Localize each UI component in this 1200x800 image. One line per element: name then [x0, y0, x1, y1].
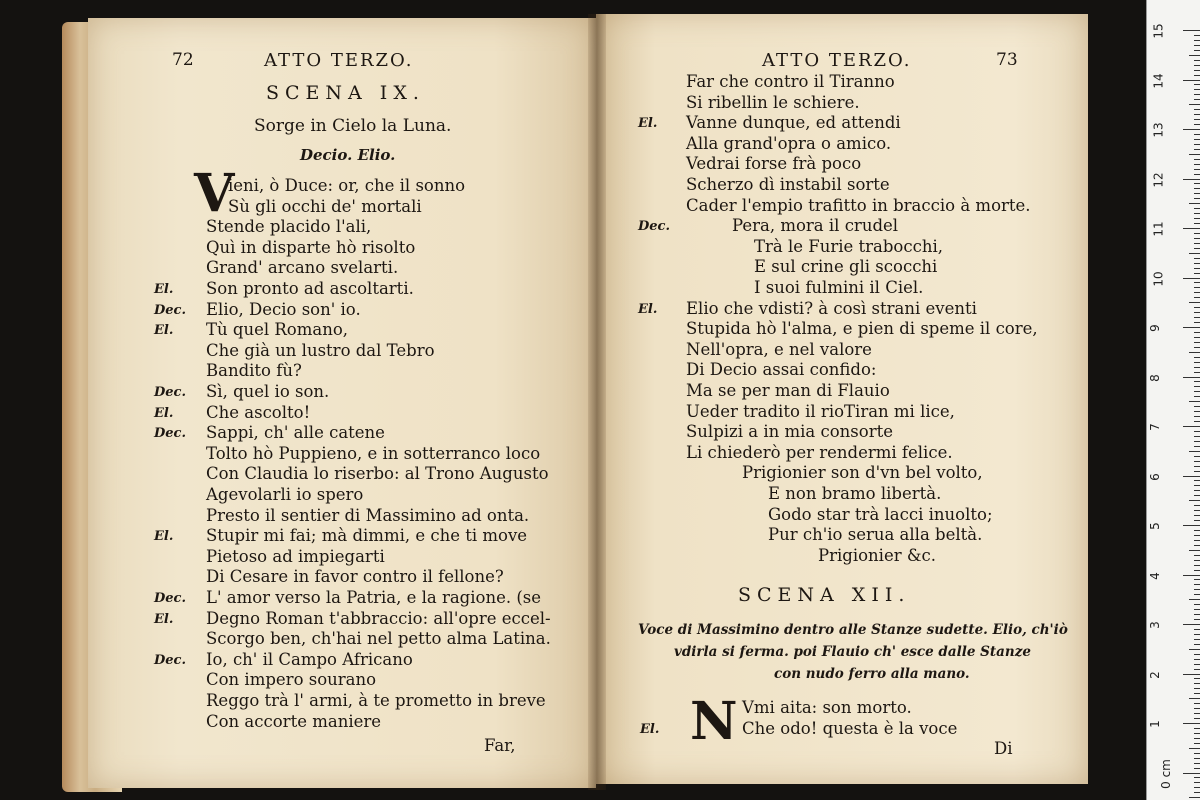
ruler-tick — [1194, 75, 1200, 76]
ruler-tick — [1194, 515, 1200, 516]
ruler-tick — [1183, 377, 1200, 378]
ruler-tick — [1194, 456, 1200, 457]
final-line-2: Che odo! questa è la voce — [742, 719, 958, 738]
verse-line: E non bramo libertà. — [768, 484, 942, 503]
ruler-tick — [1194, 367, 1200, 368]
verse-line: Degno Roman t'abbraccio: all'opre eccel- — [206, 608, 551, 628]
verse-line: Con accorte maniere — [206, 711, 382, 731]
ruler-tick — [1194, 164, 1200, 165]
ruler-tick — [1194, 416, 1200, 417]
verse-line: Che ascolto! — [206, 402, 311, 422]
ruler-tick — [1194, 134, 1200, 135]
ruler-tick — [1194, 317, 1200, 318]
ruler-tick — [1194, 391, 1200, 392]
verse-line: Con impero sourano — [206, 670, 377, 690]
ruler-tick — [1194, 535, 1200, 536]
ruler-tick — [1194, 659, 1200, 660]
ruler-tick — [1194, 233, 1200, 234]
ruler-tick — [1194, 555, 1200, 556]
speaker-tag: El. — [154, 529, 174, 545]
speaker-tag: El. — [154, 282, 174, 297]
right-page-number: 73 — [996, 50, 1018, 70]
ruler-tick — [1194, 733, 1200, 734]
ruler-tick — [1189, 203, 1200, 204]
ruler-tick — [1183, 624, 1200, 625]
speaker-tag: Dec. — [154, 302, 186, 318]
ruler-tick — [1194, 362, 1200, 363]
ruler-tick — [1194, 169, 1200, 170]
ruler-tick — [1194, 614, 1200, 615]
ruler-tick — [1194, 312, 1200, 313]
ruler-tick — [1194, 441, 1200, 442]
ruler-tick — [1194, 263, 1200, 264]
ruler-number: 11 — [1151, 221, 1166, 237]
ruler-tick — [1194, 703, 1200, 704]
left-page — [88, 18, 596, 788]
speaker-tag: El. — [154, 405, 174, 421]
ruler-tick — [1194, 40, 1200, 41]
ruler-tick — [1194, 188, 1200, 189]
verse-line: Tù quel Romano, — [206, 320, 348, 340]
right-page — [596, 14, 1088, 784]
left-dropcap: V — [194, 163, 235, 224]
scene-description-line-2: vdirla si ferma. poi Flauio ch' esce dalle Stanze — [674, 644, 1031, 660]
ruler-tick — [1194, 109, 1200, 110]
verse-line: Che già un lustro dal Tebro — [206, 340, 435, 360]
ruler-tick — [1183, 179, 1200, 180]
verse-line: Bandito fù? — [206, 361, 302, 381]
verse-line: Si ribellin le schiere. — [686, 92, 860, 112]
ruler-tick — [1194, 495, 1200, 496]
ruler-tick — [1194, 94, 1200, 95]
verse-line: ieni, ò Duce: or, che il sonno — [228, 176, 466, 195]
ruler-tick — [1183, 575, 1200, 576]
ruler-tick — [1194, 372, 1200, 373]
ruler-tick — [1183, 426, 1200, 427]
ruler-tick — [1194, 634, 1200, 635]
ruler-tick — [1194, 238, 1200, 239]
ruler-tick — [1194, 114, 1200, 115]
verse-line: Scherzo dì instabil sorte — [686, 175, 890, 194]
ruler-number: 12 — [1151, 171, 1166, 188]
ruler-tick — [1194, 322, 1200, 323]
ruler-tick — [1194, 510, 1200, 511]
ruler-tick — [1194, 119, 1200, 120]
ruler-tick — [1194, 777, 1200, 778]
ruler-tick — [1194, 282, 1200, 283]
final-speaker: El. — [640, 722, 660, 737]
ruler-tick — [1194, 782, 1200, 783]
scene-description-line-1: Voce di Massimino dentro alle Stanze sudette. Elio, ch'iò — [638, 622, 1068, 638]
verse-line: Di Decio assai confido: — [686, 360, 877, 380]
ruler-tick — [1194, 144, 1200, 145]
ruler-tick — [1194, 65, 1200, 66]
ruler-tick — [1189, 253, 1200, 254]
ruler-tick — [1183, 674, 1200, 675]
measurement-ruler — [1146, 0, 1200, 800]
ruler-tick — [1194, 307, 1200, 308]
speaker-tag: El. — [638, 116, 658, 132]
ruler-tick — [1194, 50, 1200, 51]
left-catchword: Far, — [484, 736, 516, 755]
ruler-tick — [1189, 748, 1200, 749]
character-list: Decio. Elio. — [300, 146, 396, 164]
ruler-tick — [1194, 411, 1200, 412]
ruler-tick — [1194, 84, 1200, 85]
right-dropcap: N — [690, 691, 738, 752]
ruler-tick — [1183, 228, 1200, 229]
ruler-tick — [1189, 599, 1200, 600]
ruler-number: 9 — [1147, 324, 1162, 332]
ruler-tick — [1194, 490, 1200, 491]
ruler-tick — [1194, 594, 1200, 595]
verse-line: Reggo trà l' armi, à te prometto in breve — [206, 691, 546, 710]
ruler-tick — [1194, 520, 1200, 521]
ruler-tick — [1194, 619, 1200, 620]
ruler-tick — [1194, 683, 1200, 684]
verse-line: Elio che vdisti? à così strani eventi — [686, 298, 977, 318]
verse-line: Stupir mi fai; mà dimmi, e che ti move — [206, 526, 528, 546]
left-page-number: 72 — [172, 50, 194, 70]
ruler-tick — [1189, 500, 1200, 501]
ruler-tick — [1183, 773, 1200, 774]
right-catchword: Di — [994, 739, 1013, 758]
verse-line: Ueder tradito il rioTiran mi lice, — [686, 401, 955, 421]
book-gutter — [588, 14, 606, 790]
verse-line: Presto il sentier di Massimino ad onta. — [206, 505, 530, 525]
stage-direction: Sorge in Cielo la Luna. — [254, 116, 452, 136]
ruler-tick — [1189, 649, 1200, 650]
ruler-tick — [1194, 480, 1200, 481]
ruler-tick — [1194, 60, 1200, 61]
speaker-tag: El. — [154, 323, 174, 339]
ruler-tick — [1189, 55, 1200, 56]
ruler-number: 4 — [1147, 571, 1162, 580]
ruler-tick — [1194, 421, 1200, 422]
speaker-tag: Dec. — [638, 219, 670, 235]
speaker-tag: El. — [154, 611, 174, 627]
verse-line: Cader l'empio trafitto in braccio à morte. — [686, 195, 1031, 215]
ruler-tick — [1189, 550, 1200, 551]
ruler-number: 7 — [1147, 423, 1162, 431]
ruler-tick — [1194, 406, 1200, 407]
ruler-number: 6 — [1147, 472, 1162, 481]
ruler-tick — [1194, 347, 1200, 348]
ruler-tick — [1194, 381, 1200, 382]
ruler-tick — [1194, 565, 1200, 566]
left-scene-title: SCENA IX. — [266, 82, 425, 104]
ruler-tick — [1194, 669, 1200, 670]
ruler-tick — [1194, 159, 1200, 160]
ruler-tick — [1194, 337, 1200, 338]
ruler-number: 14 — [1151, 72, 1166, 89]
ruler-tick — [1194, 485, 1200, 486]
ruler-tick — [1194, 530, 1200, 531]
ruler-tick — [1194, 609, 1200, 610]
ruler-tick — [1194, 268, 1200, 269]
ruler-tick — [1183, 30, 1200, 31]
ruler-tick — [1194, 243, 1200, 244]
ruler-tick — [1189, 451, 1200, 452]
verse-line: L' amor verso la Patria, e la ragione. (se — [206, 588, 542, 607]
ruler-tick — [1183, 723, 1200, 724]
verse-line: Son pronto ad ascoltarti. — [206, 279, 414, 298]
ruler-tick — [1194, 604, 1200, 605]
ruler-tick — [1189, 104, 1200, 105]
ruler-tick — [1194, 589, 1200, 590]
ruler-tick — [1194, 718, 1200, 719]
ruler-tick — [1194, 70, 1200, 71]
ruler-tick — [1194, 89, 1200, 90]
ruler-tick — [1194, 792, 1200, 793]
verse-line: Sappi, ch' alle catene — [206, 423, 385, 443]
ruler-tick — [1194, 584, 1200, 585]
verse-line: Vanne dunque, ed attendi — [686, 113, 901, 133]
ruler-tick — [1194, 743, 1200, 744]
verse-line: Prigionier son d'vn bel volto, — [742, 463, 983, 483]
ruler-number: 15 — [1151, 23, 1166, 39]
ruler-number: 5 — [1147, 522, 1162, 530]
verse-line: E sul crine gli scocchi — [754, 257, 938, 277]
ruler-tick — [1194, 540, 1200, 541]
speaker-tag: El. — [638, 301, 658, 317]
ruler-tick — [1194, 713, 1200, 714]
verse-line: Alla grand'opra o amico. — [686, 133, 892, 153]
speaker-tag: Dec. — [154, 385, 186, 400]
ruler-tick — [1194, 579, 1200, 580]
verse-line: Con Claudia lo riserbo: al Trono Augusto — [206, 464, 549, 484]
verse-line: Sù gli occhi de' mortali — [228, 196, 422, 216]
verse-line: Pietoso ad impiegarti — [206, 546, 385, 566]
ruler-number: 1 — [1147, 720, 1162, 728]
ruler-tick — [1194, 738, 1200, 739]
ruler-tick — [1194, 505, 1200, 506]
ruler-number: 2 — [1147, 670, 1162, 679]
ruler-tick — [1194, 45, 1200, 46]
ruler-tick — [1194, 198, 1200, 199]
ruler-tick — [1194, 644, 1200, 645]
ruler-tick — [1194, 386, 1200, 387]
ruler-tick — [1194, 342, 1200, 343]
ruler-tick — [1194, 693, 1200, 694]
ruler-tick — [1194, 223, 1200, 224]
ruler-tick — [1194, 208, 1200, 209]
speaker-tag: Dec. — [154, 591, 186, 606]
ruler-tick — [1194, 273, 1200, 274]
ruler-tick — [1194, 471, 1200, 472]
ruler-tick — [1183, 278, 1200, 279]
ruler-tick — [1194, 124, 1200, 125]
right-running-head: ATTO TERZO. — [762, 50, 912, 71]
ruler-tick — [1194, 639, 1200, 640]
ruler-tick — [1194, 297, 1200, 298]
ruler-tick — [1194, 436, 1200, 437]
verse-line: Di Cesare in favor contro il fellone? — [206, 567, 504, 587]
ruler-tick — [1194, 787, 1200, 788]
ruler-tick — [1194, 629, 1200, 630]
verse-line: Sì, quel io son. — [206, 382, 330, 401]
ruler-tick — [1189, 154, 1200, 155]
verse-line: Prigionier &c. — [818, 545, 937, 565]
ruler-tick — [1194, 466, 1200, 467]
ruler-number: 3 — [1147, 621, 1162, 629]
verse-line: I suoi fulmini il Ciel. — [754, 278, 924, 297]
ruler-tick — [1194, 174, 1200, 175]
ruler-tick — [1194, 99, 1200, 100]
ruler-tick — [1194, 248, 1200, 249]
ruler-tick — [1194, 396, 1200, 397]
verse-line: Ma se per man di Flauio — [686, 381, 890, 400]
ruler-tick — [1194, 35, 1200, 36]
ruler-tick — [1189, 352, 1200, 353]
verse-line: Scorgo ben, ch'hai nel petto alma Latina. — [206, 629, 551, 649]
verse-line: Io, ch' il Campo Africano — [206, 649, 413, 669]
verse-line: Pera, mora il crudel — [732, 216, 899, 236]
ruler-tick — [1194, 678, 1200, 679]
ruler-tick — [1194, 287, 1200, 288]
ruler-tick — [1189, 698, 1200, 699]
speaker-tag: Dec. — [154, 652, 186, 668]
ruler-tick — [1194, 708, 1200, 709]
ruler-tick — [1194, 258, 1200, 259]
verse-line: Agevolarli io spero — [206, 485, 364, 504]
right-scene-title: SCENA XII. — [738, 584, 911, 606]
verse-line: Elio, Decio son' io. — [206, 299, 361, 319]
ruler-number: 13 — [1151, 122, 1166, 138]
scene-description-line-3: con nudo ferro alla mano. — [774, 666, 970, 682]
ruler-tick — [1194, 183, 1200, 184]
ruler-tick — [1194, 688, 1200, 689]
ruler-tick — [1194, 292, 1200, 293]
ruler-tick — [1194, 654, 1200, 655]
ruler-tick — [1194, 763, 1200, 764]
ruler-tick — [1183, 327, 1200, 328]
ruler-tick — [1183, 129, 1200, 130]
ruler-tick — [1194, 758, 1200, 759]
verse-line: Stende placido l'ali, — [206, 217, 372, 237]
verse-line: Quì in disparte hò risolto — [206, 237, 416, 257]
ruler-number: 10 — [1151, 270, 1166, 287]
ruler-tick — [1189, 401, 1200, 402]
ruler-tick — [1194, 461, 1200, 462]
verse-line: Sulpizi a in mia consorte — [686, 422, 893, 442]
ruler-number: 0 cm — [1158, 758, 1173, 789]
ruler-tick — [1194, 570, 1200, 571]
speaker-tag: Dec. — [154, 426, 186, 442]
verse-line: Grand' arcano svelarti. — [206, 258, 399, 278]
ruler-tick — [1194, 431, 1200, 432]
ruler-tick — [1194, 753, 1200, 754]
ruler-tick — [1194, 149, 1200, 150]
ruler-tick — [1194, 728, 1200, 729]
ruler-tick — [1194, 768, 1200, 769]
verse-line: Vedrai forse frà poco — [686, 154, 862, 174]
ruler-tick — [1183, 525, 1200, 526]
ruler-tick — [1189, 797, 1200, 798]
ruler-tick — [1194, 560, 1200, 561]
ruler-tick — [1194, 218, 1200, 219]
verse-line: Godo star trà lacci inuolto; — [768, 504, 993, 524]
ruler-tick — [1194, 545, 1200, 546]
verse-line: Tolto hò Puppieno, e in sotterranco loco — [206, 443, 541, 463]
verse-line: Pur ch'io serua alla beltà. — [768, 525, 983, 545]
ruler-tick — [1189, 302, 1200, 303]
ruler-tick — [1194, 357, 1200, 358]
ruler-tick — [1194, 446, 1200, 447]
verse-line: Stupida hò l'alma, e pien di speme il core, — [686, 319, 1038, 339]
ruler-tick — [1194, 664, 1200, 665]
left-running-head: ATTO TERZO. — [264, 50, 414, 71]
verse-line: Trà le Furie trabocchi, — [754, 236, 943, 256]
ruler-tick — [1194, 213, 1200, 214]
verse-line: Nell'opra, e nel valore — [686, 339, 872, 359]
ruler-number: 8 — [1147, 373, 1162, 382]
ruler-tick — [1194, 332, 1200, 333]
verse-line: Far che contro il Tiranno — [686, 72, 895, 91]
ruler-tick — [1194, 193, 1200, 194]
ruler-tick — [1183, 476, 1200, 477]
final-line-1: Vmi aita: son morto. — [742, 698, 912, 717]
ruler-tick — [1194, 139, 1200, 140]
verse-line: Li chiederò per rendermi felice. — [686, 442, 953, 462]
ruler-tick — [1183, 80, 1200, 81]
